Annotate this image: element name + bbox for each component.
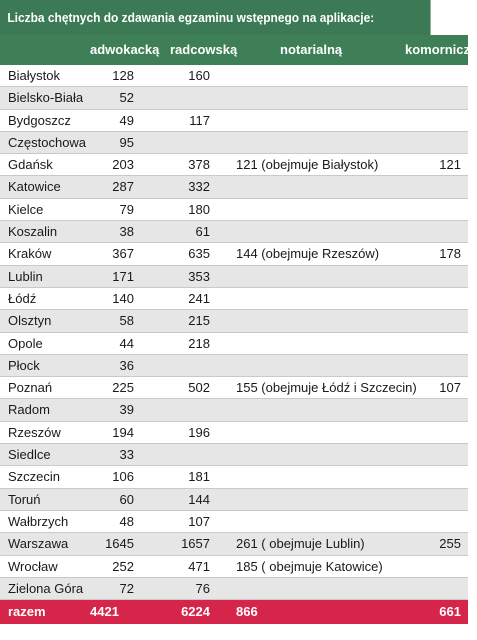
cell-radcowska: 471 [188,558,210,574]
cell-city: Łódź [8,290,37,306]
table-row [0,132,468,154]
cell-adwokacka: 79 [119,201,134,217]
cell-city: Rzeszów [8,424,61,440]
cell-notarialna: 121 (obejmuje Białystok) [236,157,379,173]
total-radcowska: 6224 [181,604,210,620]
cell-radcowska: 635 [188,246,210,262]
cell-adwokacka: 38 [119,224,134,240]
cell-radcowska: 353 [188,268,210,284]
table-row [0,444,468,466]
table-row [0,355,468,377]
cell-adwokacka: 252 [112,558,134,574]
cell-komornicza: 255 [439,536,461,552]
header-notarialna: notarialną [280,42,343,57]
cell-adwokacka: 287 [112,179,134,195]
cell-city: Lublin [8,268,43,284]
cell-adwokacka: 1645 [105,536,134,552]
table-row [0,110,468,132]
total-notarialna: 866 [236,604,258,620]
cell-adwokacka: 140 [112,290,134,306]
cell-adwokacka: 106 [112,469,134,485]
table-row [0,266,468,288]
cell-radcowska: 241 [188,290,210,306]
cell-radcowska: 502 [188,380,210,396]
table-row [0,65,468,87]
table-row [0,221,468,243]
cell-city: Radom [8,402,50,418]
table-row [0,377,468,399]
table-row [0,87,468,109]
cell-city: Bielsko-Biała [8,90,84,106]
cell-adwokacka: 225 [112,380,134,396]
cell-city: Wrocław [8,558,58,574]
cell-city: Kielce [8,201,44,217]
cell-adwokacka: 39 [119,402,134,418]
cell-adwokacka: 171 [112,268,134,284]
cell-notarialna: 144 (obejmuje Rzeszów) [236,246,380,262]
cell-radcowska: 107 [188,513,210,529]
cell-adwokacka: 128 [112,68,134,83]
cell-adwokacka: 58 [119,313,134,329]
cell-city: Białystok [8,68,61,83]
cell-city: Opole [8,335,43,351]
cell-komornicza: 107 [439,380,461,396]
table-row [0,578,468,600]
cell-notarialna: 155 (obejmuje Łódź i Szczecin) [236,380,417,396]
cell-notarialna: 261 ( obejmuje Lublin) [236,536,365,552]
table-title: Liczba chętnych do zdawania egzaminu wstępnego na aplikacje: [0,0,431,35]
cell-adwokacka: 367 [112,246,134,262]
cell-city: Warszawa [8,536,69,552]
header-radcowska: radcowską [170,42,238,57]
cell-city: Szczecin [8,469,61,485]
cell-radcowska: 61 [195,224,210,240]
table-row [0,556,468,578]
cell-radcowska: 160 [188,68,210,83]
cell-komornicza: 121 [439,157,461,173]
cell-radcowska: 218 [188,335,210,351]
table-body [0,65,468,600]
cell-notarialna: 185 ( obejmuje Katowice) [236,558,383,574]
cell-city: Zielona Góra [8,580,84,596]
total-adwokacka: 4421 [90,604,119,620]
cell-adwokacka: 48 [119,513,134,529]
cell-city: Gdańsk [8,157,53,173]
table-row [0,422,468,444]
cell-adwokacka: 33 [119,447,134,463]
table-row [0,399,468,421]
cell-adwokacka: 72 [119,580,134,596]
table-row [0,533,468,555]
table-row [0,310,468,332]
header-adwokacka: adwokacką [90,42,160,57]
table-row [0,489,468,511]
cell-radcowska: 181 [188,469,210,485]
column-header-row [0,35,477,65]
cell-city: Kraków [8,246,52,262]
cell-radcowska: 215 [188,313,210,329]
table-row [0,243,468,265]
table-row [0,154,468,176]
cell-radcowska: 332 [188,179,210,195]
cell-adwokacka: 49 [119,112,134,128]
cell-adwokacka: 36 [119,357,134,373]
cell-adwokacka: 95 [119,134,134,150]
cell-radcowska: 180 [188,201,210,217]
cell-adwokacka: 52 [119,90,134,106]
table-row [0,511,468,533]
table-row [0,333,468,355]
table-row [0,288,468,310]
cell-radcowska: 144 [188,491,210,507]
cell-adwokacka: 194 [112,424,134,440]
cell-city: Siedlce [8,447,51,463]
table-row [0,176,468,198]
total-komornicza: 661 [439,604,461,620]
cell-city: Poznań [8,380,53,396]
cell-city: Toruń [8,491,41,507]
cell-radcowska: 378 [188,157,210,173]
cell-adwokacka: 60 [119,491,134,507]
cell-adwokacka: 203 [112,157,134,173]
total-row [0,600,468,624]
cell-adwokacka: 44 [119,335,134,351]
cell-komornicza: 178 [439,246,461,262]
cell-city: Koszalin [8,224,58,240]
total-label: razem [8,604,46,620]
table-row [0,199,468,221]
cell-city: Płock [8,357,40,373]
cell-radcowska: 76 [195,580,210,596]
cell-city: Częstochowa [8,134,87,150]
cell-radcowska: 1657 [181,536,210,552]
cell-radcowska: 196 [188,424,210,440]
cell-city: Bydgoszcz [8,112,71,128]
cell-city: Katowice [8,179,61,195]
cell-radcowska: 117 [189,112,210,128]
table-row [0,466,468,488]
cell-city: Olsztyn [8,313,52,329]
cell-city: Wałbrzych [8,513,69,529]
header-komornicza: komornicza [405,42,477,57]
